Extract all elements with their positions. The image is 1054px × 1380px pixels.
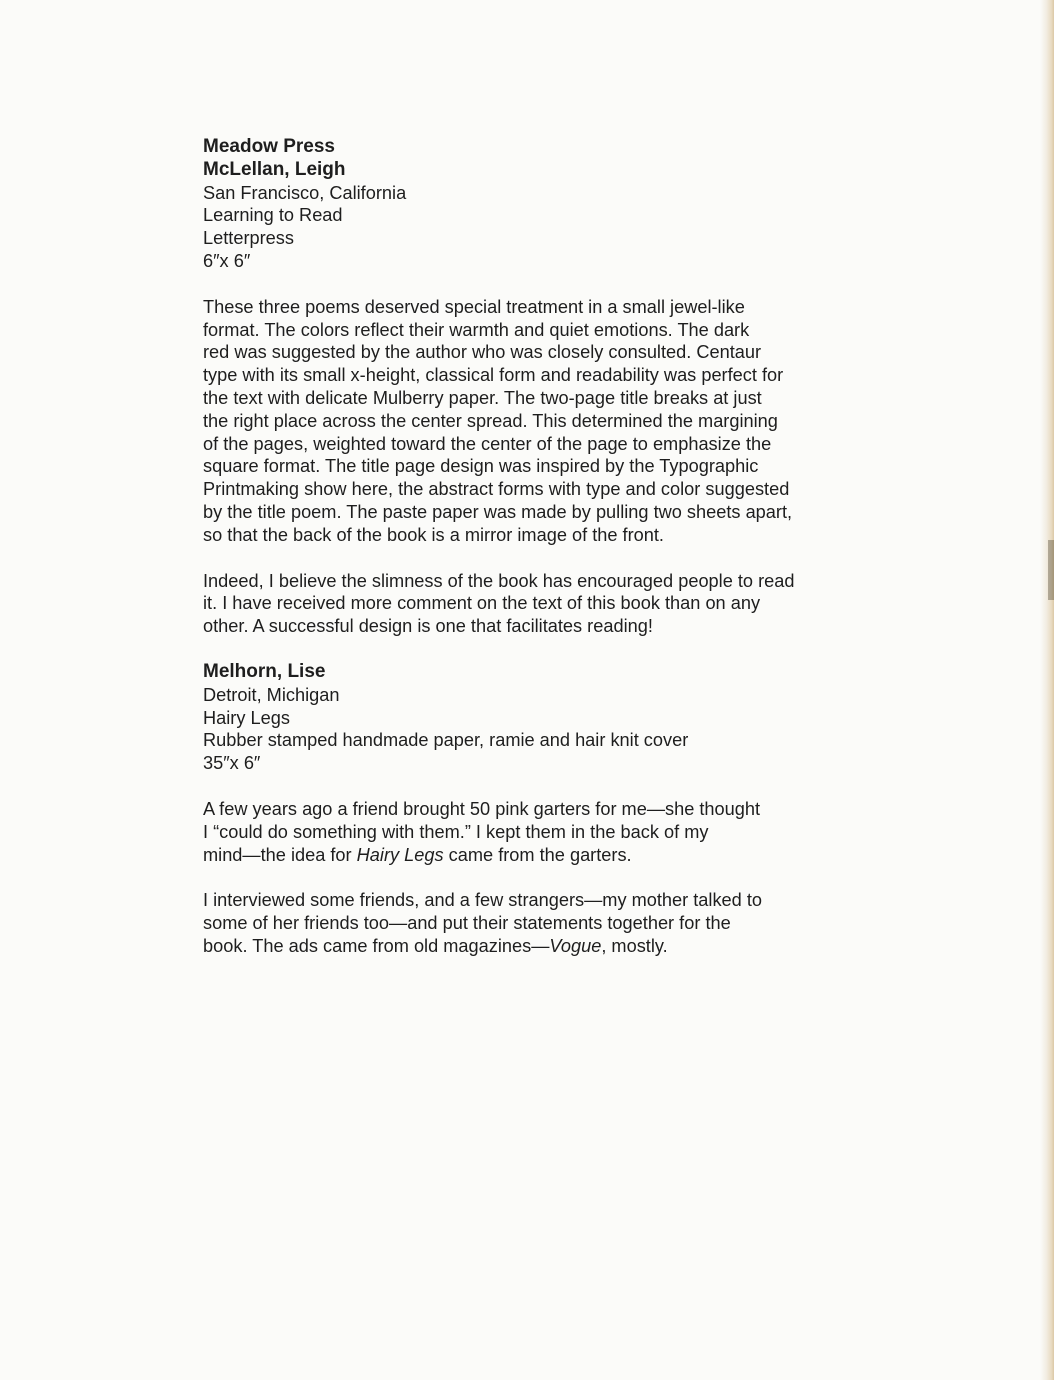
work-size: 6″x 6″ (203, 250, 251, 271)
magazine-title-italic: Vogue (549, 935, 602, 956)
statement-text: book. The ads came from old magazines— (203, 935, 550, 956)
statement-line: of the pages, weighted toward the center of the page to emphasize the (203, 433, 772, 454)
statement-line: it. I have received more comment on the text of this book than on any (203, 593, 761, 614)
artist-statement-paragraph (203, 798, 833, 866)
entry-meadow-press (203, 136, 833, 638)
artist-statement-paragraph (203, 570, 833, 638)
statement-line: by the title poem. The paste paper was made by pulling two sheets apart, (203, 501, 793, 522)
statement-line: Printmaking show here, the abstract forms with type and color suggested (203, 479, 790, 500)
statement-line: These three poems deserved special treatment in a small jewel-like (203, 296, 745, 317)
statement-line: format. The colors reflect their warmth and quiet emotions. The dark (203, 319, 750, 340)
statement-text: came from the garters. (443, 844, 632, 865)
document-body (203, 136, 833, 958)
statement-line: the right place across the center spread. This determined the margining (203, 410, 778, 431)
artist-location: Detroit, Michigan (203, 684, 340, 705)
statement-line: some of her friends too—and put their statements together for the (203, 913, 731, 934)
statement-text: , mostly. (601, 935, 668, 956)
page-edge (1040, 0, 1054, 1380)
work-medium: Letterpress (203, 228, 294, 249)
page-edge-mark (1048, 540, 1054, 600)
statement-line: so that the back of the book is a mirror image of the front. (203, 524, 664, 545)
press-name: Meadow Press (203, 136, 335, 157)
statement-line: Indeed, I believe the slimness of the book has encouraged people to read (203, 570, 795, 591)
statement-line: A few years ago a friend brought 50 pink garters for me—she thought (203, 798, 761, 819)
statement-line: red was suggested by the author who was closely consulted. Centaur (203, 342, 762, 363)
statement-line (203, 844, 833, 867)
statement-line: other. A successful design is one that facilitates reading! (203, 616, 653, 637)
artist-statement-paragraph (203, 296, 833, 547)
statement-line: square format. The title page design was inspired by the Typographic (203, 456, 759, 477)
artist-name: Melhorn, Lise (203, 660, 326, 682)
entry-melhorn (203, 661, 833, 958)
artist-name: McLellan, Leigh (203, 158, 346, 180)
work-title: Hairy Legs (203, 707, 290, 728)
statement-line: I interviewed some friends, and a few strangers—my mother talked to (203, 890, 763, 911)
work-medium: Rubber stamped handmade paper, ramie and hair knit cover (203, 730, 689, 751)
statement-line: the text with delicate Mulberry paper. The two-page title breaks at just (203, 387, 762, 408)
statement-text: mind—the idea for (203, 844, 357, 865)
statement-line: type with its small x-height, classical form and readability was perfect for (203, 365, 784, 386)
statement-line (203, 935, 833, 958)
artist-statement-paragraph (203, 889, 833, 957)
work-title: Learning to Read (203, 205, 343, 226)
book-title-italic: Hairy Legs (356, 844, 444, 865)
artist-location: San Francisco, California (203, 182, 407, 203)
work-size: 35″x 6″ (203, 753, 261, 774)
statement-line: I “could do something with them.” I kept them in the back of my (203, 821, 709, 842)
